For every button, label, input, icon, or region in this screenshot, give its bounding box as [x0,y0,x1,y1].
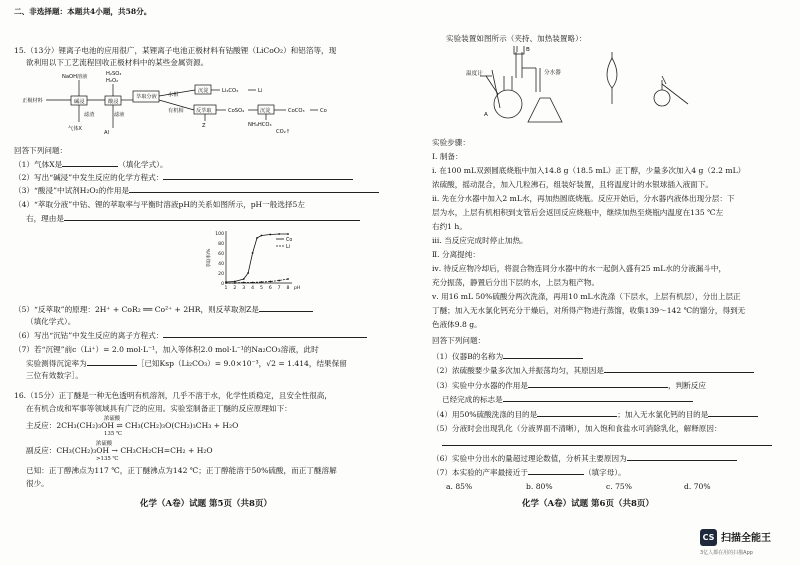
option-b: b. 80% [526,482,553,491]
flow-step-cuiqu: 萃取分液 [136,94,157,100]
flow-co: Co [320,108,327,114]
label-b: B [526,47,530,53]
chart-x-tick-label: 8 [286,286,290,291]
flow-step-fancuiqu: 反萃取 [196,108,212,114]
chart-point-li [287,278,289,280]
side-cond-bottom: >135 ℃ [96,456,119,462]
q15-5b: （填化学式）。 [26,317,76,326]
s1-line-4: 层为水，上层有机相积到支管后会返回反应烧瓶中，继续加热至烧瓶内温度在135 ℃左 [432,208,724,217]
flow-coso4: CoSO₄ [228,108,245,114]
flow-li: Li [258,88,263,94]
q16-known-2: 很少。 [26,479,49,488]
chart-x-tick-label: 1 [224,286,228,291]
q16-intro-1: 16.（15分）正丁醚是一种无色透明有机溶剂，几乎不溶于水，化学性质稳定，且安全性很高， [14,391,332,400]
scanner-logo-icon: CS [700,529,717,546]
flow-gas-x: 气体X [68,126,82,132]
flow-reagent-h2o2: H₂O₂ [106,78,119,84]
option-a: a. 85% [446,482,473,491]
chart-point-li [269,281,271,283]
main-reaction: 主反应：2CH₃(CH₂)₃OH ⇌ CH₃(CH₂)₃O(CH₂)₃CH₃ + H₂O [26,421,239,430]
chart-x-tick-label: 5 [259,286,263,291]
chart-point-co [252,252,254,254]
right-page [412,0,800,565]
s2-line-4: 丁醚；加入无水氯化钙充分干燥后，对所得产物进行蒸馏，收集139～142 ℃的馏分，得到无 [432,306,746,315]
flow-step-chendian: 沉淀 [198,88,209,94]
process-flow-diagram [22,70,412,140]
chart-point-li [225,282,227,284]
chart-y-tick-label: 0 [221,282,224,287]
flow-al: Al [104,130,109,136]
chart-point-co [287,233,289,235]
q15-6: （6）写出“沉钴”中发生反应的离子方程式： [14,330,367,341]
apparatus-diagram [462,46,702,128]
main-cond-top: 浓硫酸 [104,416,121,422]
extraction-rate-chart [204,229,316,299]
rq-1: （1）仪器B的名称为 [432,351,583,362]
option-d: d. 70% [684,482,711,491]
chart-y-tick-label: 20 [218,272,224,277]
scanner-title: 扫描全能王 [721,533,771,544]
rq-6: （6）实验中分出水的量超过理论数值，分析其主要原因为 [432,453,737,464]
s2-line-5: 色液体9.8 g。 [432,320,482,329]
q15-intro-1: 15.（13分）锂离子电池的应用很广，某锂离子电池正极材料有钴酸锂（LiCoO₂）和铝箔等，现 [14,46,337,55]
section-title: 二、非选择题：本题共4小题，共58分。 [14,7,152,16]
s2-title: Ⅱ. 分离提纯： [432,250,480,259]
chart-point-li [252,282,254,284]
q16-known-1: 已知：正丁醇沸点为117 ℃，正丁醚沸点为142 ℃；正丁醇能溶于50%硫酸，而正丁醚溶解 [26,466,337,475]
option-c: c. 75% [606,482,632,491]
s1-title: Ⅰ. 制备： [432,152,463,161]
rq-3b: 已经完成的标志是 [442,394,693,405]
flow-co2-gas: CO₂↑ [276,129,291,135]
chart-point-co [256,237,258,239]
chart-y-axis-label: 萃取率/% [207,248,212,268]
s1-line-3: ⅱ. 先在分水器中加入2 mL水，再加热圆底烧瓶。反应开始后，分水器内液体出现分层：下 [432,194,735,203]
scanner-watermark [700,527,795,559]
chart-point-li [278,280,280,282]
flow-lvye: 滤液 [114,112,125,118]
q15-1: （1）气体X是 （填化学式）。 [14,160,168,169]
q15-7: （7）若“沉锂”前c（Li⁺）= 2.0 mol·L⁻¹，加入等体积2.0 mol·L⁻¹的Na₂CO₃溶液，此时 [14,345,319,354]
flow-step-chendian2: 沉淀 [260,108,271,114]
steps-title: 实验步骤： [432,138,470,147]
rq-5-blank [442,438,772,449]
q15-2: （2）写出“碱浸”中发生反应的化学方程式： [14,172,353,183]
left-footer: 化学（A卷）试题 第5页（共8页） [140,499,272,509]
q15-3: （3）“酸浸”中试剂H₂O₂的作用是 [14,185,379,196]
apparatus-title: 实验装置如图所示（夹持、加热装置略）： [446,34,587,43]
flow-step-jianjin: 碱浸 [74,99,85,105]
s2-line-2: 充分振荡，静置后分出下层的水，上层为粗产物。 [432,278,600,287]
flow-lico3: Li₂CO₃ [222,88,239,94]
s1-line-2: 浓硫酸，摇动混合，加入几粒沸石，组装好装置，且将温度计的水银球插入液面下。 [432,180,713,189]
s2-line-3: ⅴ. 用16 mL 50%硫酸分两次洗涤，再用10 mL水洗涤（下层水，上层有机层），分出上层正 [432,292,741,301]
rq-5: （5）分液时会出现乳化（分液界面不清晰），加入饱和食盐水可消除乳化，解释原因： [432,424,722,433]
s1-line-5: 右约1 h。 [432,222,467,231]
q15-7b: 实验测得沉淀率为 ［已知Ksp（Li₂CO₃）= 9.0×10⁻³，√2 = 1.414，结果保留 [26,359,347,368]
scanner-subtitle: 3亿人都在用的扫描App [700,550,753,556]
right-answer-prompt: 回答下列问题： [432,336,486,345]
chart-x-tick-label: 6 [268,286,272,291]
label-a: A [484,112,488,118]
chart-point-li [243,282,245,284]
q15-answer-prompt: 回答下列问题： [14,146,68,155]
chart-legend-label-co: Co [286,238,293,243]
flow-coco3: CoCO₃ [288,108,305,114]
rq-3: （3）实验中分水器的作用是 ，判断反应 [432,381,706,390]
q16-intro-2: 在有机合成和军事等领域具有广泛的应用。实验室制备正丁醚的反应原理如下： [26,404,292,413]
side-reaction: 副反应：CH₃(CH₂)₃OH → CH₃CH₂CH=CH₂ + H₂O [26,446,213,455]
s1-line-1: ⅰ. 在100 mL双颈圆底烧瓶中加入14.8 g（18.5 mL）正丁醇，少量多次加入4 g（2.2 mL） [432,166,746,175]
q15-4: （4）“萃取分液”中钴、锂的萃取率与平衡时溶液pH的关系如图所示，pH一般选择5左 [14,200,305,209]
flow-shuixiang: 水相 [168,92,179,98]
rq-7: （7）本实验的产率最接近于 （填字母）。 [432,468,626,477]
flow-youxiang: 有机相 [168,108,184,114]
rq-4: （4）用50%硫酸洗涤的目的是 ；加入无水氯化钙的目的是 [432,409,758,420]
main-cond-bottom: 135 ℃ [104,431,123,437]
chart-y-tick-label: 100 [215,232,224,237]
q15-4b: 右，理由是 [26,213,360,224]
chart-point-li [234,282,236,284]
chart-x-axis-label: pH [294,286,301,291]
label-wenduji: 温度计 [466,71,483,77]
chart-y-tick-label: 60 [218,252,224,257]
s1-line-6: ⅲ. 当反应完成时停止加热。 [432,236,528,245]
flow-step-suanjin: 酸浸 [108,99,119,105]
chart-x-tick-label: 2 [233,286,237,291]
chart-point-co [269,234,271,236]
chart-y-tick-label: 40 [218,262,224,267]
flow-nh4hco3: NH₄HCO₃ [248,122,272,128]
chart-point-co [243,278,245,280]
chart-x-tick-label: 3 [242,286,246,291]
chart-x-tick-label: 4 [251,286,255,291]
q15-7d: 三位有效数字］。 [26,371,83,380]
chart-x-tick-label: 7 [277,286,281,291]
flow-reagent-h2so4: H₂SO₄ [106,71,122,77]
chart-y-tick-label: 80 [218,242,224,247]
flow-lvzha: 滤渣 [84,112,95,118]
flow-start: 正极材料 [22,98,43,104]
rq-2: （2）浓硫酸要少量多次加入并振荡均匀，其原因是 [432,365,754,376]
q15-intro-2: 欲利用以下工艺流程回收正极材料中的某些金属资源。 [26,58,209,67]
chart-point-co [261,235,263,237]
flow-reagent-naoh: NaOH溶液 [62,74,88,80]
q15-5: （5）“反萃取”的原理：2H⁺ + CoR₂ ══ Co²⁺ + 2HR，则反萃取剂Z是 [14,304,313,315]
thermometer-shape [492,70,500,108]
s2-line-1: ⅳ. 待反应物冷却后，将混合物连同分水器中的水一起倒入盛有25 mL水的分液漏斗中， [432,264,727,273]
chart-point-co [278,233,280,235]
chart-point-co [247,272,249,274]
right-footer: 化学（A卷）试题 第6页（共8页） [522,499,654,509]
flow-z: Z [202,123,206,129]
chart-point-li [261,281,263,283]
chart-legend-label-li: Li [286,245,291,250]
label-fenshuiqi: 分水器 [544,70,561,76]
side-cond-top: 浓硫酸 [96,441,113,447]
